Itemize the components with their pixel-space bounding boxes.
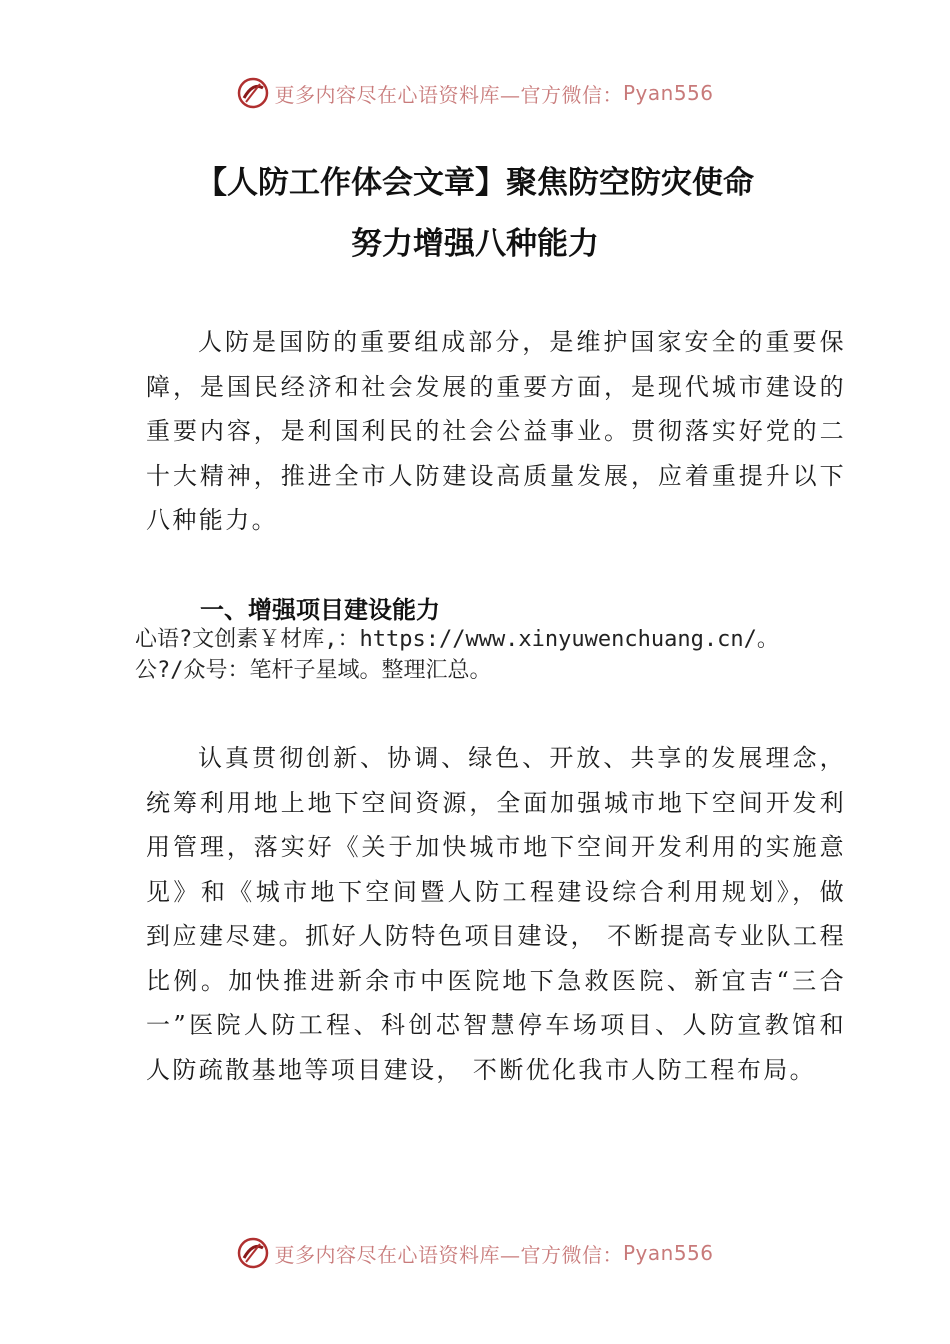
footer-banner: [0, 1233, 950, 1273]
document-title-line2: 努力增强八种能力: [351, 226, 599, 262]
logo-icon: [236, 76, 270, 110]
header-banner: [0, 73, 950, 113]
watermark-note: 心语?文创素￥材库,：https://www.xinyuwenchuang.cn/。公?/众号：笔杆子星域。整理汇总。: [135, 627, 779, 683]
section-body-paragraph: 认真贯彻创新、协调、绿色、开放、共享的发展理念，统筹利用地上地下空间资源，全面加强城市地下空间开发利用管理，落实好《关于加快城市地下空间开发利用的实施意见》和《城市地下空间暨人防工程建设综合利用规划》，做到应建尽建。抓好人防特色项目建设， 不断提高专业队工程比例。加快推进新余市中医院地下急救医院、新宜吉“三合一”医院人防工程、科创芯智慧停车场项目、人防宣教馆和人防疏散基地等项目建设， 不断优化我市人防工程布局。: [146, 744, 846, 1084]
banner-wechat-id: Pyan556: [622, 1241, 714, 1265]
document-title-line1: 【人防工作体会文章】聚焦防空防灾使命: [196, 165, 754, 201]
banner-text: 更多内容尽在心语资料库—官方微信：: [274, 82, 623, 107]
section-heading: 一、增强项目建设能力: [200, 596, 440, 624]
banner-text: 更多内容尽在心语资料库—官方微信：: [274, 1242, 623, 1267]
logo-icon: [236, 1236, 270, 1270]
intro-paragraph: 人防是国防的重要组成部分，是维护国家安全的重要保障，是国民经济和社会发展的重要方面，是现代城市建设的重要内容，是利国利民的社会公益事业。贯彻落实好党的二十大精神，推进全市人防建设高质量发展，应着重提升以下八种能力。: [146, 328, 846, 534]
banner-wechat-id: Pyan556: [622, 81, 714, 105]
